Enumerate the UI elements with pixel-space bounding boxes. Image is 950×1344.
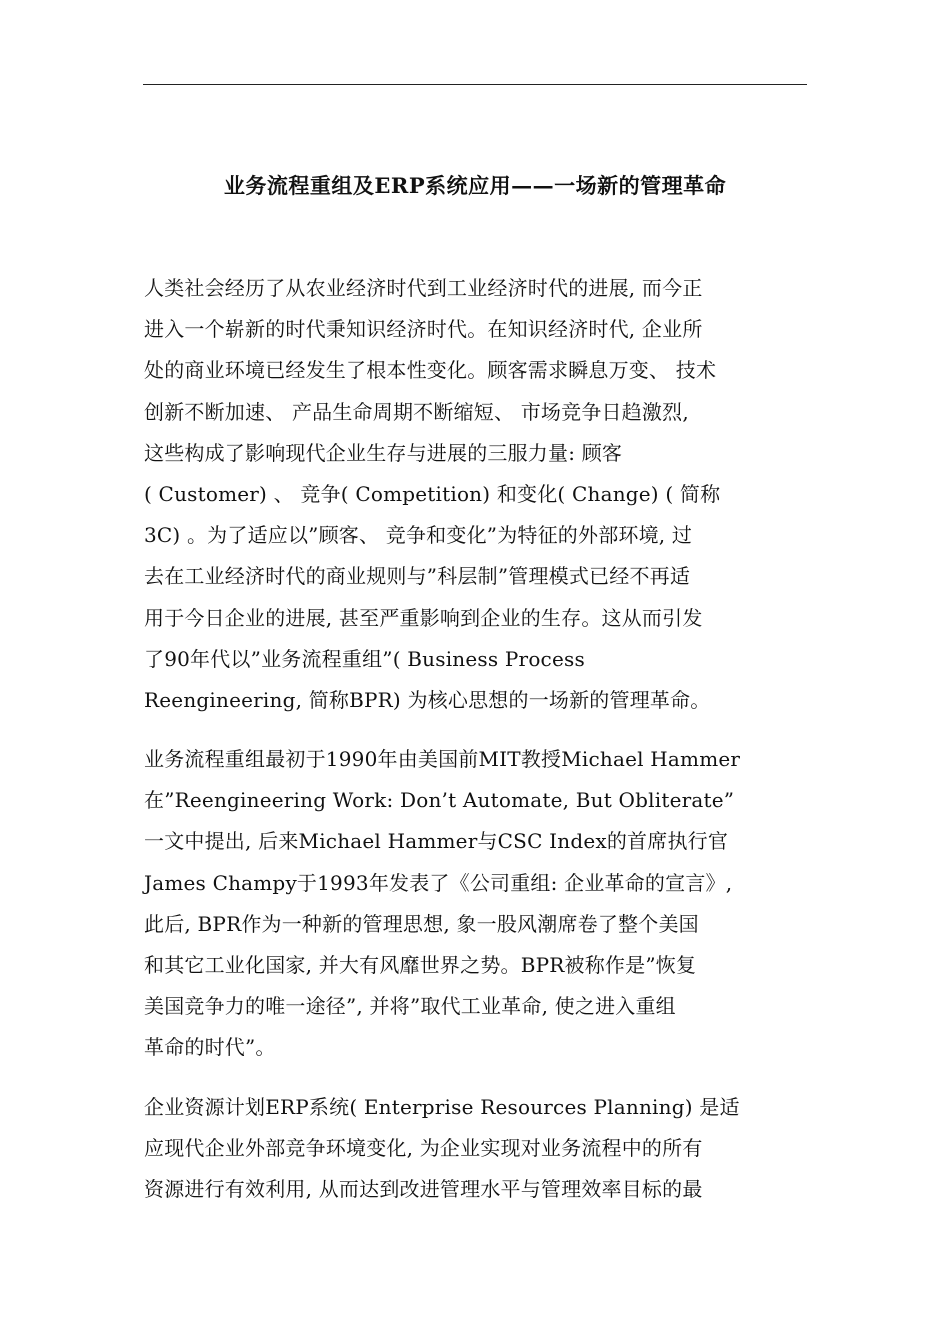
document-title: 业务流程重组及ERP系统应用——一场新的管理革命 xyxy=(223,173,727,198)
text-line: 资源进行有效利用, 从而达到改进管理水平与管理效率目标的最 xyxy=(144,1176,703,1201)
text-line: 用于今日企业的进展, 甚至严重影响到企业的生存。这从而引发 xyxy=(144,605,703,630)
text-line: 进入一个崭新的时代秉知识经济时代。在知识经济时代, 企业所 xyxy=(144,317,703,342)
text-line: 企业资源计划ERP系统( Enterprise Resources Planning) 是适 xyxy=(144,1094,740,1119)
text-line: 此后, BPR作为一种新的管理思想, 象一股风潮席卷了整个美国 xyxy=(144,911,699,936)
text-line: 美国竞争力的唯一途径”, 并将”取代工业革命, 使之进入重组 xyxy=(144,994,676,1019)
text-line: 去在工业经济时代的商业规则与”科层制”管理模式已经不再适 xyxy=(144,564,691,589)
paragraph-3 xyxy=(144,1087,808,1211)
text-line: 创新不断加速、 产品生命周期不断缩短、 市场竞争日趋激烈, xyxy=(144,399,689,424)
text-line: 人类社会经历了从农业经济时代到工业经济时代的进展, 而今正 xyxy=(144,276,703,300)
text-line: 和其它工业化国家, 并大有风靡世界之势。BPR被称作是”恢复 xyxy=(144,953,697,977)
paragraph-1 xyxy=(144,268,808,721)
text-line: 业务流程重组最初于1990年由美国前MIT教授Michael Hammer xyxy=(144,747,741,772)
paragraph-2 xyxy=(144,739,808,1069)
text-line: 一文中提出, 后来Michael Hammer与CSC Index的首席执行官 xyxy=(144,829,729,854)
text-line: Reengineering, 简称BPR) 为核心思想的一场新的管理革命。 xyxy=(144,687,711,712)
text-line: 应现代企业外部竞争环境变化, 为企业实现对业务流程中的所有 xyxy=(144,1135,703,1160)
text-line: 了90年代以”业务流程重组”( Business Process xyxy=(144,646,585,671)
text-line: ( Customer) 、 竞争( Competition) 和变化( Change) ( 简称 xyxy=(144,481,721,506)
document-body xyxy=(144,268,808,1228)
text-line: 在”Reengineering Work: Don’t Automate, But Obliterate” xyxy=(144,788,735,813)
text-line: 革命的时代”。 xyxy=(144,1035,276,1060)
header-rule xyxy=(143,84,807,85)
text-line: 处的商业环境已经发生了根本性变化。顾客需求瞬息万变、 技术 xyxy=(144,358,717,383)
text-line: 3C) 。为了适应以”顾客、 竞争和变化”为特征的外部环境, 过 xyxy=(144,523,693,548)
text-line: 这些构成了影响现代企业生存与进展的三服力量: 顾客 xyxy=(144,440,623,465)
text-line: James Champy于1993年发表了《公司重组: 企业革命的宣言》, xyxy=(144,870,733,895)
